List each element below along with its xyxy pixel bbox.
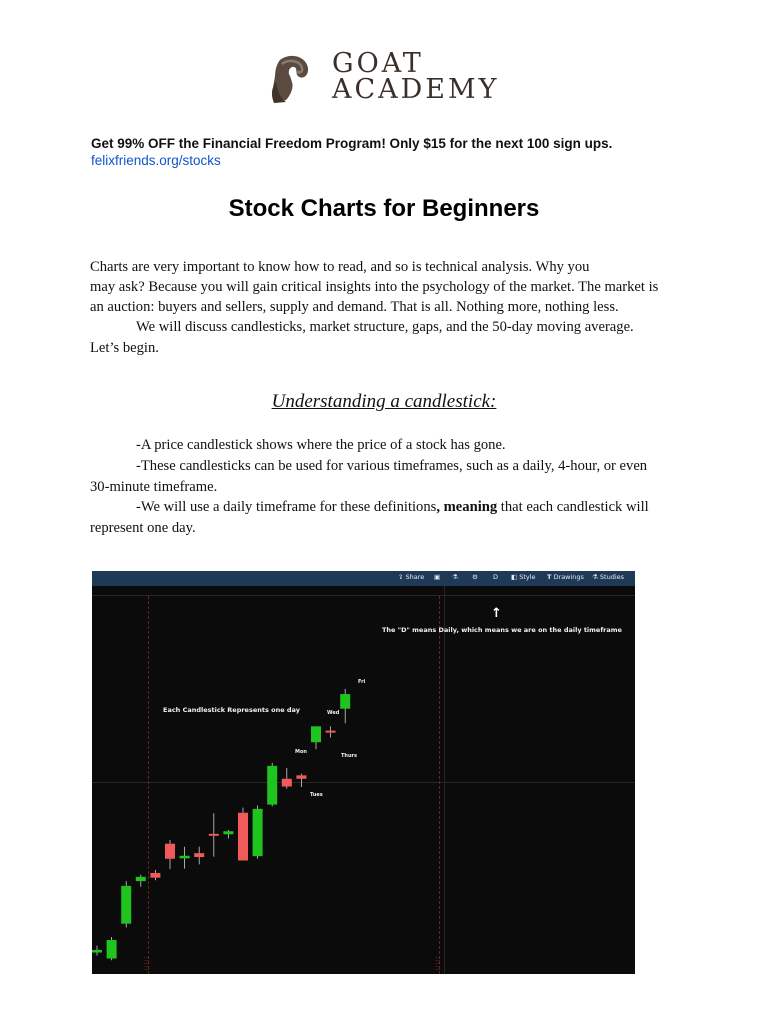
candle-body (209, 834, 219, 836)
candle-body (107, 940, 117, 958)
bullet-2a: -These candlesticks can be used for various timeframes, such as a daily, 4-hour, or even (136, 458, 648, 474)
style-label: Style (519, 573, 536, 581)
promo-headline: Get 99% OFF the Financial Freedom Program! Only $15 for the next 100 sign ups. (91, 136, 613, 151)
drawings-button[interactable]: T Drawings (547, 573, 584, 581)
candle-body (296, 775, 306, 778)
candle-body (311, 726, 321, 742)
candle-body (223, 831, 233, 834)
daily-note: The "D" means Daily, which means we are on the daily timeframe (382, 626, 622, 634)
day-label-mon: Mon (295, 749, 307, 755)
candle-body (340, 694, 350, 709)
flask-icon[interactable]: ⚗ (452, 573, 458, 581)
bullet-2b: 30-minute timeframe. (90, 479, 218, 495)
style-button[interactable]: ◧ Style (511, 573, 536, 581)
intro-line-3: an auction: buyers and sellers, supply and demand. That is all. Nothing more, nothing less. (90, 299, 619, 315)
logo-line-2: ACADEMY (332, 74, 500, 105)
period-date-label: ||||| (144, 955, 150, 971)
goat-academy-logo (268, 50, 518, 106)
bullet-3a-tail: that each candlestick will (497, 499, 649, 515)
candle-body (150, 873, 160, 878)
window-icon[interactable]: ▣ (434, 573, 441, 581)
candle-body (180, 856, 190, 859)
share-label: Share (405, 573, 425, 581)
candle-body (282, 779, 292, 787)
candle-body (121, 886, 131, 924)
goat-head-icon (268, 52, 318, 104)
candle-body (194, 853, 204, 857)
intro-line-5: Let’s begin. (90, 340, 159, 356)
gear-icon[interactable]: ⚙ (472, 573, 478, 581)
studies-label: Studies (599, 573, 625, 581)
each-candle-note: Each Candlestick Represents one day (163, 706, 300, 714)
day-label-thurs: Thurs (341, 753, 357, 759)
candle-body (326, 731, 336, 733)
candle-body (136, 877, 146, 881)
candle-body (253, 809, 263, 856)
bullet-3a (136, 497, 649, 517)
drawings-label: Drawings (553, 573, 584, 581)
bullet-3b: represent one day. (90, 520, 196, 536)
period-date-label: ||||| (435, 955, 441, 971)
candle-body (267, 766, 277, 805)
candle-body (92, 950, 102, 953)
candlestick-chart (92, 571, 635, 974)
candle-body (165, 844, 175, 859)
bullet-3a-bold: , meaning (436, 499, 498, 515)
day-label-tues: Tues (310, 792, 323, 798)
bullet-1: -A price candlestick shows where the price of a stock has gone. (136, 437, 506, 453)
up-arrow-icon: ↑ (491, 606, 502, 621)
intro-line-1: Charts are very important to know how to read, and so is technical analysis. Why you (90, 259, 590, 275)
timeframe-button[interactable]: D (493, 573, 499, 581)
logo-line-1: GOAT (332, 48, 424, 79)
page-title: Stock Charts for Beginners (228, 195, 540, 222)
bullet-3a-text: -We will use a daily timeframe for these definitions (136, 499, 437, 515)
day-label-wed: Wed (327, 710, 340, 716)
section-heading: Understanding a candlestick: (271, 391, 497, 412)
share-button[interactable]: ⇪ Share (398, 573, 425, 581)
promo-link[interactable]: felixfriends.org/stocks (91, 153, 221, 168)
studies-button[interactable]: ⚗ Studies (592, 573, 625, 581)
day-label-fri: Fri (358, 679, 366, 685)
intro-line-4: We will discuss candlesticks, market structure, gaps, and the 50-day moving average. (136, 319, 634, 335)
intro-line-2: may ask? Because you will gain critical insights into the psychology of the market. The market is (90, 279, 659, 295)
candle-body (238, 813, 248, 861)
